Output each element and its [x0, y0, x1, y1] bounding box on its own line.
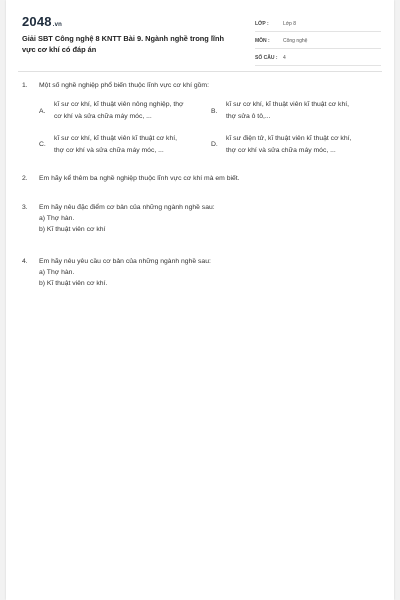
- document-page: 2048.vn Giải SBT Công nghệ 8 KNTT Bài 9. Ngành nghề trong lĩnh vực cơ khí có đáp án LỚP : Lớp 8 MÔN : Công nghệ SỐ CÂU : 4 1. Một số nghề nghiệp phổ biến thuộc lĩnh vực cơ khí gồm: A. kĩ sư cơ khí, kĩ thuật viên nông nghiệp, thợ cơ khí và sửa chữa máy móc, ... B. kĩ sư cơ khí, kĩ thuật viên kĩ thuật cơ khí, thợ sửa ô tô,... C. kĩ sư cơ khí, kĩ thuật viên kĩ thuật cơ khí, thợ cơ khí và sửa chữa máy móc, ... D. kĩ sư điện tử, kĩ thuật viên kĩ thuật cơ khí, thợ cơ khí và sửa chữa máy móc, ... 2. Em hãy kể thêm ba nghề nghiệp thuộc lĩnh vực cơ khí mà em biết. 3. Em hãy nêu đặc điểm cơ bản của những ngành nghề sau: a) Thợ hàn. b) Kĩ thuật viên cơ khí 4. Em hãy nêu yêu cầu cơ bản của những ngành nghề sau: a) Thợ hàn. b) Kĩ thuật viên cơ khí.: [6, 0, 394, 600]
- header-divider: [18, 71, 382, 72]
- option-c-text[interactable]: kĩ sư cơ khí, kĩ thuật viên kĩ thuật cơ khí, thợ cơ khí và sửa chữa máy móc, ...: [54, 135, 178, 154]
- meta-row-class: LỚP : Lớp 8: [255, 16, 381, 32]
- document-header: [6, 0, 394, 70]
- option-c-letter[interactable]: C.: [39, 141, 46, 148]
- document-title: Giải SBT Công nghệ 8 KNTT Bài 9. Ngành nghề trong lĩnh vực cơ khí có đáp án: [22, 34, 225, 54]
- option-a-text[interactable]: kĩ sư cơ khí, kĩ thuật viên nông nghiệp, thợ cơ khí và sửa chữa máy móc, ...: [54, 101, 184, 120]
- meta-row-count: SỐ CÂU : 4: [255, 50, 381, 66]
- meta-box: [255, 16, 381, 67]
- option-d-letter[interactable]: D.: [211, 141, 218, 148]
- option-b-text[interactable]: kĩ sư cơ khí, kĩ thuật viên kĩ thuật cơ khí, thợ sửa ô tô,...: [226, 101, 350, 120]
- site-logo[interactable]: 2048.vn: [22, 14, 63, 29]
- option-b-letter[interactable]: B.: [211, 108, 218, 115]
- meta-row-subject: MÔN : Công nghệ: [255, 33, 381, 49]
- option-a-letter[interactable]: A.: [39, 108, 46, 115]
- option-d-text[interactable]: kĩ sư điện tử, kĩ thuật viên kĩ thuật cơ khí, thợ cơ khí và sửa chữa máy móc, ...: [226, 135, 352, 154]
